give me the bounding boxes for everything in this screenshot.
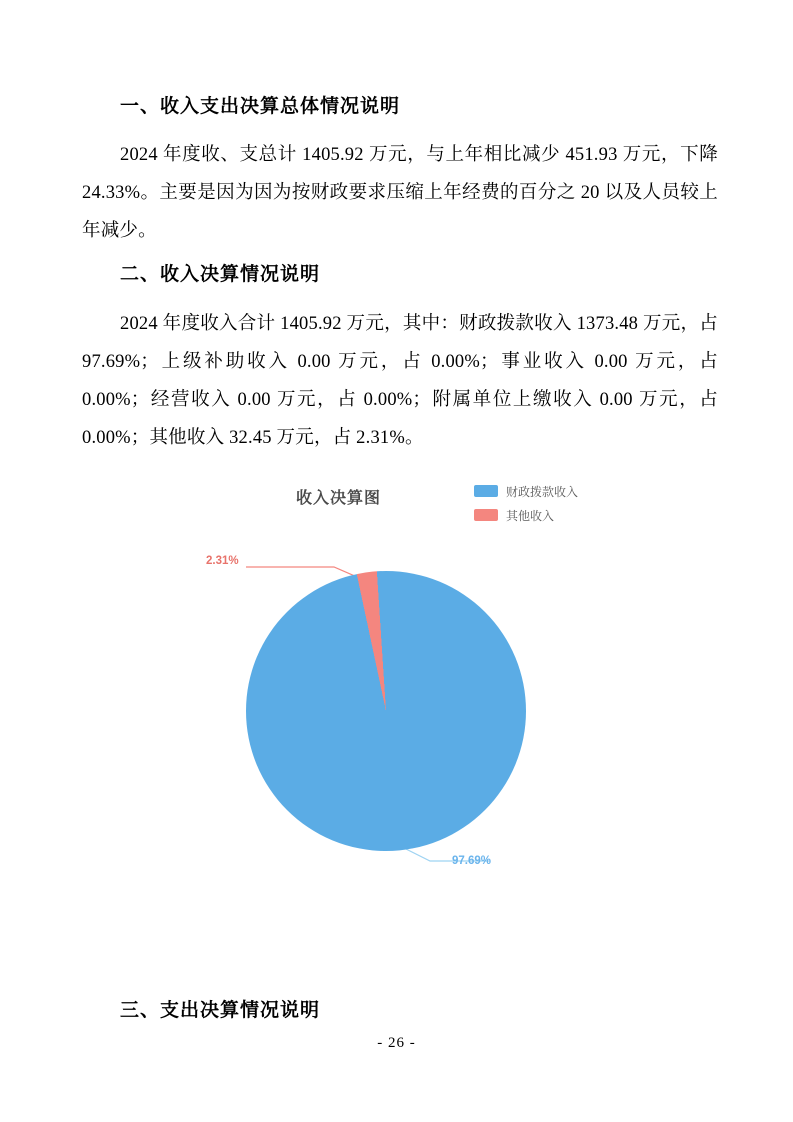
section-heading-2: 二、收入决算情况说明 bbox=[120, 264, 321, 286]
pie-slices bbox=[246, 571, 526, 851]
section-heading-1: 一、收入支出决算总体情况说明 bbox=[120, 96, 401, 117]
section-paragraph-2: 2024 年度收入合计 1405.92 万元，其中：财政拨款收入 1373.48 万元，占 97.69%；上级补助收入 0.00 万元，占 0.00%；事业收入 0.00 万元，占 0.00%；经营收入 0.00 万元，占 0.00%；附属单位上缴收入 0.00 万元，占 0.00%；其他收入 32.45 万元，占 2.31%。 bbox=[82, 313, 718, 448]
page-number: - 26 - bbox=[377, 1035, 416, 1051]
income-pie-chart bbox=[82, 479, 718, 899]
legend-item-financial-allocation bbox=[474, 483, 578, 500]
section-heading-3: 三、支出决算情况说明 bbox=[120, 1000, 321, 1021]
pie-graphic bbox=[246, 571, 526, 851]
chart-legend bbox=[474, 483, 578, 531]
pie-value-label-financial-allocation: 97.69% bbox=[452, 854, 492, 867]
document-body bbox=[82, 92, 718, 899]
legend-label-financial-allocation: 财政拨款收入 bbox=[506, 484, 579, 499]
legend-label-other-income: 其他收入 bbox=[506, 508, 555, 523]
legend-swatch-other-income bbox=[474, 509, 498, 521]
chart-title: 收入决算图 bbox=[296, 489, 382, 507]
legend-swatch-financial-allocation bbox=[474, 485, 498, 497]
section-paragraph-1: 2024 年度收、支总计 1405.92 万元，与上年相比减少 451.93 万元，下降 24.33%。主要是因为因为按财政要求压缩上年经费的百分之 20 以及人员较上年减少。 bbox=[82, 145, 718, 242]
pie-value-label-other-income: 2.31% bbox=[206, 554, 239, 567]
legend-item-other-income bbox=[474, 507, 578, 524]
